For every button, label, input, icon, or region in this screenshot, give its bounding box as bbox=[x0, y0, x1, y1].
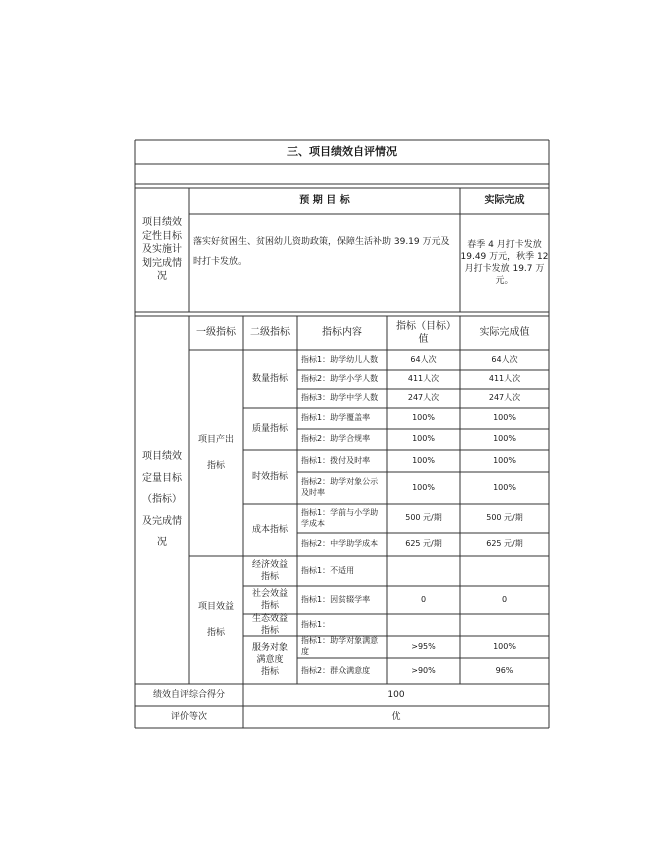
indicator-target: 247人次 bbox=[407, 393, 440, 403]
indicator-content: 指标1：助学幼儿人数 bbox=[301, 354, 379, 364]
indicator-target bbox=[387, 614, 460, 636]
header-target: 指标（目标）值 bbox=[396, 320, 451, 345]
indicator-content: 指标2：助学对象公示及时率 bbox=[301, 477, 379, 497]
indicator-target: >90% bbox=[411, 665, 436, 675]
quantity-indicator-label: 数量指标 bbox=[251, 373, 288, 384]
indicator-content: 指标2：助学小学人数 bbox=[301, 374, 379, 384]
indicator-actual: 247人次 bbox=[488, 393, 521, 403]
quantitative-row-label: 项目绩效 定量目标 （指标） 及完成情 况 bbox=[142, 451, 182, 549]
social-benefit-label: 社会效益 指标 bbox=[251, 588, 288, 611]
score-label: 绩效自评综合得分 bbox=[152, 689, 225, 700]
indicator-actual: 0 bbox=[501, 594, 508, 604]
header-level2: 二级指标 bbox=[250, 327, 290, 339]
expected-goal-header: 预 期 目 标 bbox=[299, 195, 350, 207]
indicator-target: 100% bbox=[412, 482, 435, 492]
header-actual: 实际完成值 bbox=[479, 327, 530, 339]
indicator-target: 625 元/期 bbox=[405, 539, 442, 549]
economic-benefit-label: 经济效益 指标 bbox=[251, 559, 288, 582]
indicator-actual: 100% bbox=[493, 455, 516, 465]
header-level1: 一级指标 bbox=[196, 327, 236, 339]
indicator-actual: 625 元/期 bbox=[486, 539, 523, 549]
ecological-benefit-label: 生态效益 指标 bbox=[251, 613, 288, 636]
indicator-content: 指标1： bbox=[301, 619, 331, 629]
indicator-content: 指标2：群众满意度 bbox=[301, 665, 371, 675]
indicator-content: 指标3：助学中学人数 bbox=[301, 393, 379, 403]
indicator-content: 指标1：拨付及时率 bbox=[301, 455, 371, 465]
output-indicator-label: 项目产出 指标 bbox=[197, 434, 234, 471]
grade-label: 评价等次 bbox=[170, 711, 207, 722]
grade-value: 优 bbox=[391, 711, 401, 722]
indicator-target: 100% bbox=[412, 413, 435, 423]
indicator-target bbox=[387, 556, 460, 586]
indicator-target: 64人次 bbox=[410, 354, 437, 364]
cost-indicator-label: 成本指标 bbox=[251, 524, 288, 535]
indicator-actual: 96% bbox=[495, 665, 514, 675]
indicator-target: 100% bbox=[412, 455, 435, 465]
benefit-indicator-label: 项目效益 指标 bbox=[197, 601, 234, 638]
indicator-content: 指标2：助学合规率 bbox=[301, 434, 371, 444]
timeliness-indicator-label: 时效指标 bbox=[251, 471, 288, 482]
page-title: 三、项目绩效自评情况 bbox=[287, 144, 397, 158]
indicator-content: 指标1：不适用 bbox=[301, 565, 355, 575]
actual-completion-text: 春季 4 月打卡发放 19.49 万元，秋季 12 月打卡发放 19.7 万 元。 bbox=[460, 239, 549, 287]
indicator-actual: 100% bbox=[493, 434, 516, 444]
indicator-actual: 411人次 bbox=[488, 374, 521, 384]
indicator-actual: 500 元/期 bbox=[486, 513, 523, 523]
indicator-content: 指标1：助学覆盖率 bbox=[301, 413, 371, 423]
actual-completion-header: 实际完成 bbox=[484, 195, 525, 207]
indicator-target: 500 元/期 bbox=[405, 513, 442, 523]
score-value: 100 bbox=[387, 689, 405, 700]
indicator-target: 411人次 bbox=[407, 374, 440, 384]
expected-goal-text: 落实好贫困生、贫困幼儿资助政策，保障生活补助 39.19 万元及 时打卡发放。 bbox=[193, 237, 450, 268]
quality-indicator-label: 质量指标 bbox=[251, 423, 288, 434]
indicator-content: 指标2：中学助学成本 bbox=[301, 539, 379, 549]
indicator-target: >95% bbox=[411, 641, 436, 651]
indicator-target: 100% bbox=[412, 434, 435, 444]
header-content: 指标内容 bbox=[322, 327, 362, 339]
qualitative-row-label: 项目绩效 定性目标 及实施计 划完成情 况 bbox=[142, 217, 182, 283]
indicator-actual: 64人次 bbox=[491, 354, 518, 364]
indicator-actual: 100% bbox=[493, 641, 516, 651]
satisfaction-indicator-label: 服务对象 满意度 指标 bbox=[251, 642, 288, 678]
indicator-actual: 100% bbox=[493, 482, 516, 492]
indicator-target: 0 bbox=[420, 594, 427, 604]
indicator-actual: 100% bbox=[493, 413, 516, 423]
indicator-content: 指标1：助学对象满意度 bbox=[301, 636, 379, 656]
indicator-content: 指标1：学前与小学助学成本 bbox=[301, 507, 379, 528]
indicator-actual bbox=[460, 614, 549, 636]
indicator-actual bbox=[460, 556, 549, 586]
indicator-content: 指标1：因贫辍学率 bbox=[301, 594, 371, 604]
